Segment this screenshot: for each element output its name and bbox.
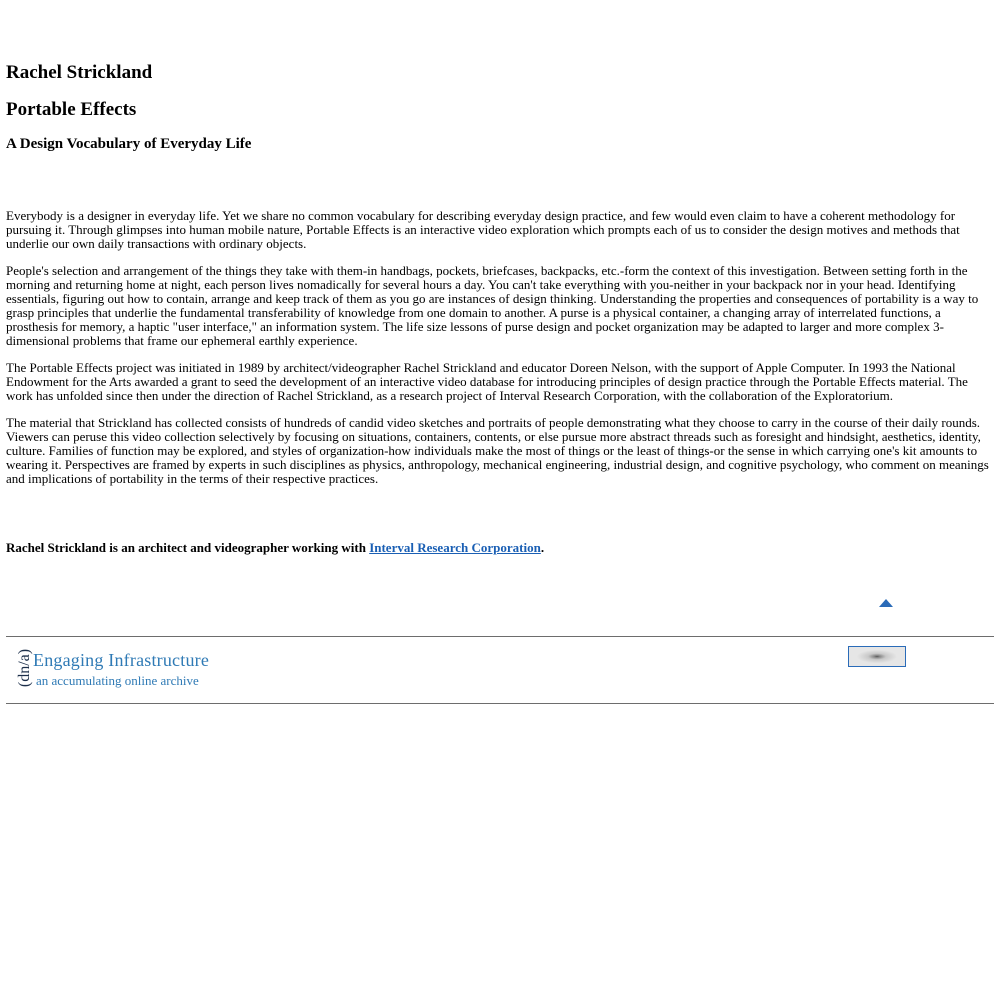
paragraph-intro: Everybody is a designer in everyday life. Yet we share no common vocabulary for describing everyday design practice, and few would even claim to have a coherent methodology for pursuing it. Through glimpses into human mobile nature, Portable Effects is an interactive video exploration which prompts each of us to consider the design motives and methods that underlie our own daily transactions with ordinary objects. [6,208,960,252]
dna-logo[interactable] [12,644,222,694]
paragraph-history: The Portable Effects project was initiated in 1989 by architect/videographer Rachel Strickland and educator Doreen Nelson, with the support of Apple Computer. In 1993 the National Endowment for the Arts awarded a grant to seed the development of an interactive video database for introducing principles of design practice through the Portable Effects material. The work has unfolded since then under the direction of Rachel Strickland, as a research project of Interval Research Corporation, with the collaboration of the Exploratorium. [6,360,968,404]
page-title: Portable Effects [6,99,137,120]
page-subtitle: A Design Vocabulary of Everyday Life [6,136,252,152]
paragraph-material: The material that Strickland has collected consists of hundreds of candid video sketches and portraits of people demonstrating what they choose to carry in the course of their daily rounds. Viewers can peruse this video collection selectively by focusing on situations, containers, contents, or else pursue more abstract threads such as foresight and hindsight, aesthetics, identity, culture. Families of function may be explored, and styles of organization-how individuals make the most of things or the least of things-or the sense in which carrying one's kit amounts to wearing it. Perspectives are framed by experts in such disciplines as physics, anthropology, mechanical engineering, industrial design, and cognitive psychology, who comment on meanings and implications of portability in the terms of their respective practices. [6,415,989,487]
author-credit [6,540,544,556]
credit-prefix: Rachel Strickland is an architect and videographer working with [6,540,370,555]
paragraph-context: People's selection and arrangement of the things they take with them-in handbags, pockets, briefcases, backpacks, etc.-form the context of this investigation. Between setting forth in the morning and returning home at night, each person lives nomadically for several hours a day. You can't take everything with you-neither in your backpack nor in your head. Identifying essentials, figuring out how to contain, arrange and keep track of them as you go are instances of design thinking. Understanding the properties and consequences of portability is a way to grasp principles that underlie the fundamental transferability of knowledge from one domain to another. A purse is a physical container, a changing array of interrelated functions, a prosthesis for memory, a haptic "user interface," an information system. The life size lessons of purse design and pocket organization may be adapted to larger and more complex 3-dimensional problems that frame our ephemeral earthly experience. [6,263,979,349]
logo-subtitle: an accumulating online archive [36,673,199,688]
author-heading: Rachel Strickland [6,62,153,83]
logo-title: Engaging Infrastructure [33,650,210,670]
footer-divider-bottom [6,703,994,704]
interval-research-link[interactable]: Interval Research Corporation [369,540,541,555]
footer-divider-top [6,636,994,637]
logo-mark [12,646,32,692]
credit-suffix: . [540,540,545,555]
up-arrow-icon[interactable] [879,599,893,607]
thumbnail-image[interactable] [848,646,906,667]
logo-mark-text: (dn/a) [16,648,33,688]
